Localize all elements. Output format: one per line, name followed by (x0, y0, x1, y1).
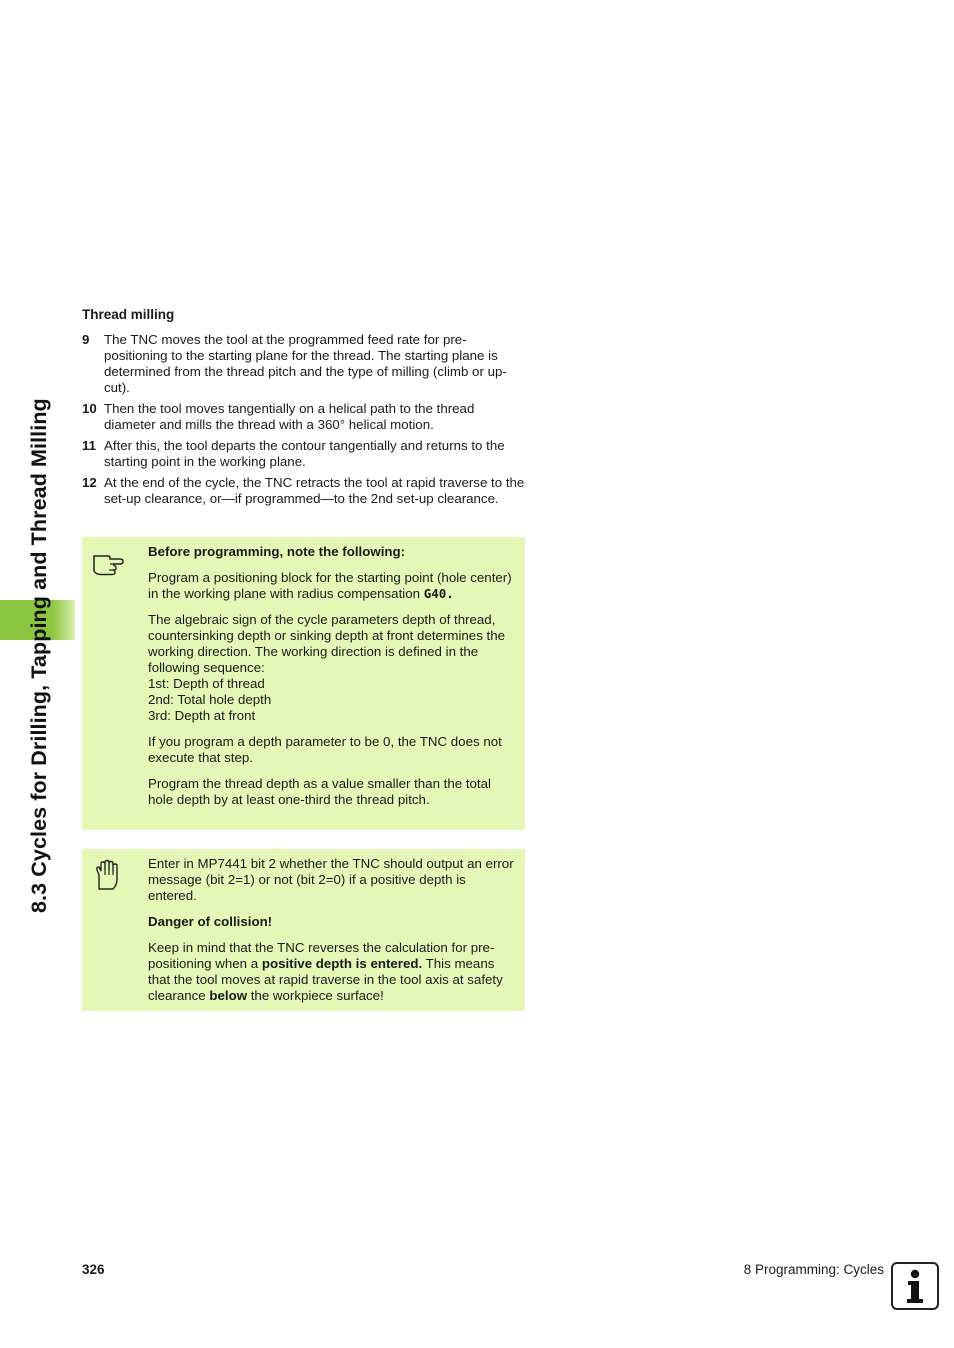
note-paragraph (148, 612, 515, 724)
page-number: 326 (82, 1262, 105, 1277)
note-paragraph: If you program a depth parameter to be 0, the TNC does not execute that step. (148, 734, 502, 765)
note-text: Program a positioning block for the starting point (hole center) in the working plane with radius compensation (148, 570, 512, 601)
sequence-item: 1st: Depth of thread (148, 676, 265, 691)
footer-chapter: 8 Programming: Cycles (743, 1262, 884, 1277)
note-bold-text: below (209, 988, 248, 1003)
note-paragraph (148, 940, 515, 1004)
note-text: This means that the tool moves at rapid traverse in the tool axis at safety clearance (148, 956, 503, 1003)
step-number: 12 (82, 475, 97, 490)
step-number: 11 (82, 438, 97, 453)
step-number: 9 (82, 332, 90, 347)
sequence-item: 2nd: Total hole depth (148, 692, 272, 707)
programming-note (82, 537, 525, 830)
danger-heading: Danger of collision! (148, 914, 273, 929)
step-text: The TNC moves the tool at the programmed feed rate for pre-positioning to the starting plane for the thread. The starting plane is determined from the thread pitch and the type of milling (climb or up-cut). (104, 332, 507, 395)
step-text: At the end of the cycle, the TNC retracts the tool at rapid traverse to the set-up clearance, or—if programmed—to the 2nd set-up clearance. (104, 475, 525, 506)
note-paragraph: Program the thread depth as a value smaller than the total hole depth by at least one-third the thread pitch. (148, 776, 491, 807)
main-content (82, 307, 525, 512)
step-text: After this, the tool departs the contour tangentially and returns to the starting point in the working plane. (104, 438, 505, 469)
list-item (82, 475, 525, 507)
step-text: Then the tool moves tangentially on a helical path to the thread diameter and mills the thread with a 360° helical motion. (104, 401, 475, 432)
note-paragraph (148, 570, 515, 602)
list-item (82, 332, 525, 396)
note-text: Keep in mind that the TNC reverses the calculation for pre-positioning when a (148, 940, 495, 971)
code-g40: G40. (423, 586, 454, 601)
chapter-side-title: 8.3 Cycles for Drilling, Tapping and Thread Milling (27, 398, 51, 913)
note-text: The algebraic sign of the cycle parameters depth of thread, countersinking depth or sinking depth at front determines the working direction. The working direction is defined in the following sequence: (148, 612, 506, 675)
note-paragraph: Enter in MP7441 bit 2 whether the TNC should output an error message (bit 2=1) or not (bit 2=0) if a positive depth is entered. (148, 856, 514, 903)
list-item (82, 401, 525, 433)
warning-hand-icon (91, 859, 125, 889)
note-bold-text: positive depth is entered. (261, 956, 423, 971)
collision-warning-note (82, 849, 525, 1011)
note-heading: Before programming, note the following: (148, 544, 406, 559)
step-number: 10 (82, 401, 97, 416)
section-heading: Thread milling (82, 307, 175, 322)
sequence-item: 3rd: Depth at front (148, 708, 256, 723)
step-list (82, 332, 525, 507)
info-icon (891, 1262, 939, 1310)
pointing-hand-icon (91, 547, 125, 577)
list-item (82, 438, 525, 470)
note-text: the workpiece surface! (247, 988, 384, 1003)
